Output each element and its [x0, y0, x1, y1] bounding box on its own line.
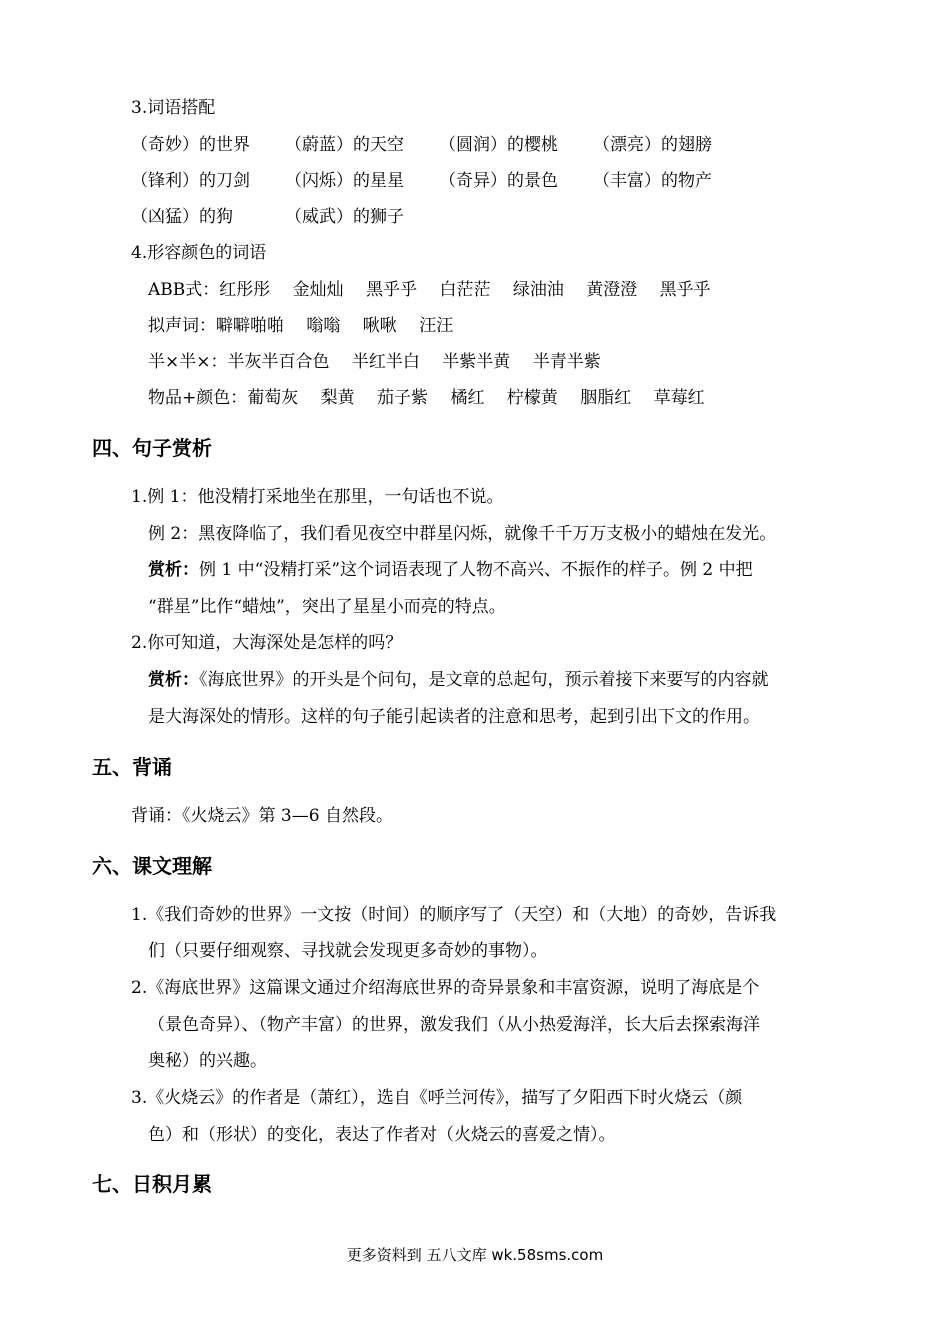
word-pair: （蔚蓝）的天空 [285, 135, 404, 155]
word-pair: （丰富）的物产 [593, 171, 712, 191]
analysis-text: 《海底世界》的开头是个问句，是文章的总起句，预示着接下来要写的内容就 [199, 670, 769, 690]
section-heading-7: 七、日积月累 [92, 1172, 212, 1196]
section-heading-5: 五、背诵 [92, 755, 172, 779]
understanding-1-line-1: 1.《我们奇妙的世界》一文按（时间）的顺序写了（天空）和（大地）的奇妙，告诉我 [131, 905, 777, 925]
question-2: 2.你可知道，大海深处是怎样的吗？ [131, 633, 403, 653]
item4-title: 4.形容颜色的词语 [131, 243, 267, 263]
understanding-3-line-1: 3.《火烧云》的作者是（萧红），选自《呼兰河传》，描写了夕阳西下时火烧云（颜 [131, 1088, 743, 1108]
word-pair: （奇妙）的世界 [131, 135, 250, 155]
word-pairs-row-2 [131, 169, 712, 193]
section-heading-6: 六、课文理解 [92, 854, 212, 878]
example-2: 例 2：黑夜降临了，我们看见夜空中群星闪烁，就像千千万万支极小的蜡烛在发光。 [148, 524, 777, 544]
section-heading-4: 四、句子赏析 [92, 436, 212, 460]
abb-words: ABB式：红彤彤 金灿灿 黑乎乎 白茫茫 绿油油 黄澄澄 黑乎乎 [148, 280, 711, 300]
word-pair: （奇异）的景色 [439, 171, 558, 191]
item3-title: 3.词语搭配 [131, 98, 216, 118]
understanding-2-line-1: 2.《海底世界》这篇课文通过介绍海底世界的奇异景象和丰富资源，说明了海底是个 [131, 978, 760, 998]
understanding-3-line-2: 色）和（形状）的变化，表达了作者对（火烧云的喜爱之情）。 [148, 1125, 616, 1145]
analysis-label: 赏析： [148, 670, 199, 690]
understanding-2-line-2: （景色奇异）、（物产丰富）的世界，激发我们（从小热爱海洋，长大后去探索海洋 [148, 1015, 760, 1035]
word-pair: （凶猛）的狗 [131, 207, 233, 227]
understanding-2-line-3: 奥秘）的兴趣。 [148, 1051, 267, 1071]
analysis-label: 赏析： [148, 560, 199, 580]
analysis-text: 例 1 中“没精打采”这个词语表现了人物不高兴、不振作的样子。例 2 中把 [199, 560, 753, 580]
word-pair: （威武）的狮子 [285, 207, 404, 227]
understanding-1-line-2: 们（只要仔细观察、寻找就会发现更多奇妙的事物）。 [148, 941, 548, 961]
word-pair: （漂亮）的翅膀 [593, 135, 712, 155]
recite-text: 背诵：《火烧云》第 3—6 自然段。 [131, 806, 393, 826]
object-color-words: 物品+颜色：葡萄灰 梨黄 茄子紫 橘红 柠檬黄 胭脂红 草莓红 [148, 388, 705, 408]
footer-link-text: 更多资料到 五八文库 wk.58sms.com [346, 1246, 604, 1264]
example-1: 1.例 1：他没精打采地坐在那里，一句话也不说。 [131, 487, 504, 507]
analysis-1-line-1 [148, 558, 753, 582]
word-pairs-row-1 [131, 133, 712, 157]
word-pair: （闪烁）的星星 [285, 171, 404, 191]
word-pair: （锋利）的刀剑 [131, 171, 250, 191]
analysis-1-line-2: “群星”比作“蜡烛”，突出了星星小而亮的特点。 [148, 597, 506, 617]
half-half-words: 半×半×：半灰半百合色 半红半白 半紫半黄 半青半紫 [148, 352, 601, 372]
analysis-2-line-1 [148, 668, 769, 692]
word-pair: （圆润）的樱桃 [439, 135, 558, 155]
onomatopoeia-words: 拟声词：噼噼啪啪 嗡嗡 啾啾 汪汪 [148, 316, 454, 336]
word-pairs-row-3 [131, 205, 404, 229]
analysis-2-line-2: 是大海深处的情形。这样的句子能引起读者的注意和思考，起到引出下文的作用。 [148, 707, 760, 727]
